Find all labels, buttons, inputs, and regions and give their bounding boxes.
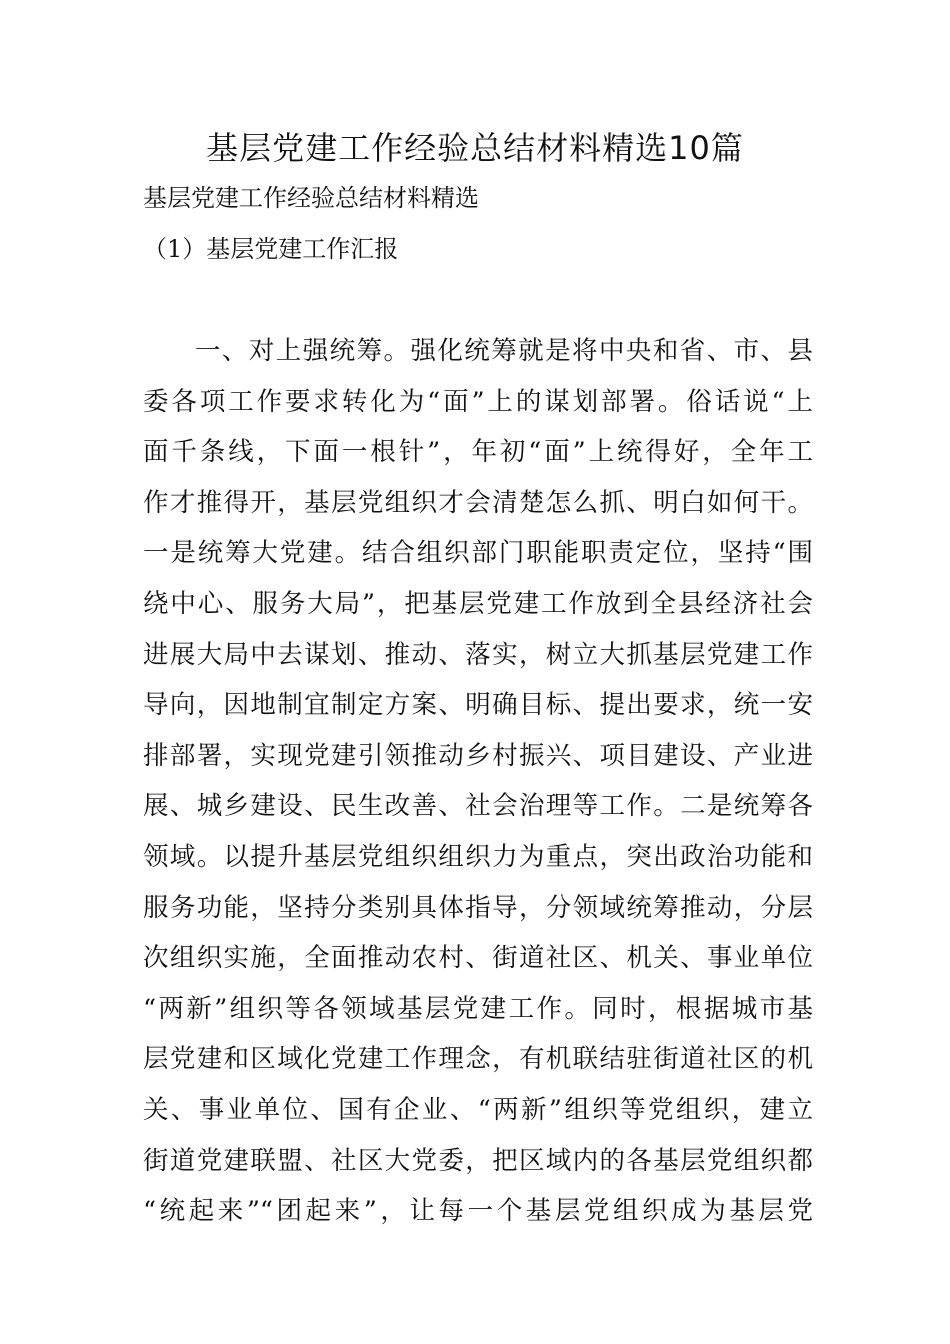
body-line: 一、对上强统筹。强化统筹就是将中央和省、市、县 bbox=[195, 336, 813, 366]
body-line: 次组织实施，全面推动农村、街道社区、机关、事业单位 bbox=[143, 943, 813, 974]
body-paragraph bbox=[143, 331, 813, 1242]
body-line: 绕中心、服务大局”，把基层党建工作放到全县经济社会 bbox=[143, 588, 813, 619]
body-line: 一是统筹大党建。结合组织部门职能职责定位，坚持“围 bbox=[143, 538, 813, 569]
body-line: 层党建和区域化党建工作理念，有机联结驻街道社区的机 bbox=[143, 1044, 813, 1075]
body-line: 领域。以提升基层党组织组织力为重点，突出政治功能和 bbox=[143, 841, 813, 872]
document-title: 基层党建工作经验总结材料精选10篇 bbox=[206, 129, 744, 167]
body-line: 排部署，实现党建引领推动乡村振兴、项目建设、产业进 bbox=[143, 740, 813, 771]
body-line: 委各项工作要求转化为“面”上的谋划部署。俗话说“上 bbox=[143, 386, 813, 417]
body-line: 作才推得开，基层党组织才会清楚怎么抓、明白如何干。 bbox=[143, 487, 813, 518]
body-line: 服务功能，坚持分类别具体指导，分领域统筹推动，分层 bbox=[143, 892, 813, 923]
body-line: 面千条线，下面一根针”，年初“面”上统得好，全年工 bbox=[143, 437, 813, 468]
section-heading: （1）基层党建工作汇报 bbox=[143, 235, 399, 263]
body-line: 导向，因地制宜制定方案、明确目标、提出要求，统一安 bbox=[143, 690, 813, 721]
body-line: 进展大局中去谋划、推动、落实，树立大抓基层党建工作 bbox=[143, 639, 813, 670]
document-subtitle: 基层党建工作经验总结材料精选 bbox=[143, 184, 479, 212]
body-line: “两新”组织等各领域基层党建工作。同时，根据城市基 bbox=[143, 993, 813, 1024]
body-line: 展、城乡建设、民生改善、社会治理等工作。二是统筹各 bbox=[143, 791, 813, 822]
body-line: “统起来”“团起来”，让每一个基层党组织成为基层党 bbox=[143, 1196, 813, 1227]
body-line: 街道党建联盟、社区大党委，把区域内的各基层党组织都 bbox=[143, 1145, 813, 1176]
body-line: 关、事业单位、国有企业、“两新”组织等党组织，建立 bbox=[143, 1094, 813, 1125]
